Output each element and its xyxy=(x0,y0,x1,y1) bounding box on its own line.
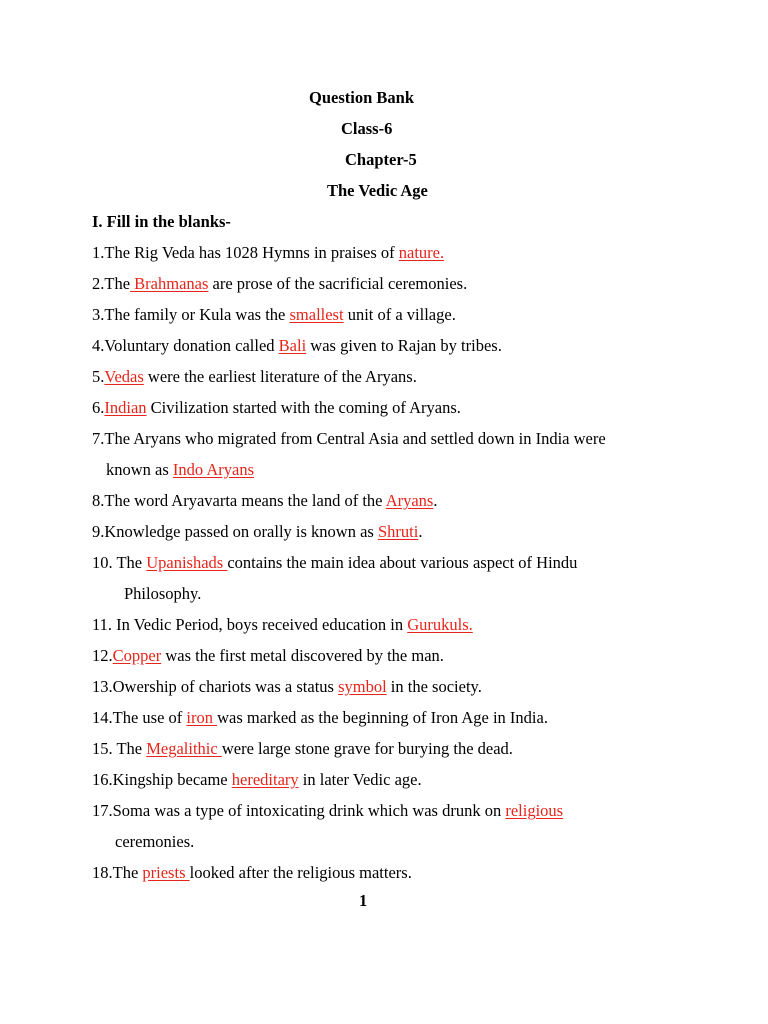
question-text: 5. xyxy=(92,367,105,386)
answer-blank: Bali xyxy=(278,336,307,355)
question-item xyxy=(92,615,473,635)
question-text: 2.The xyxy=(92,274,131,293)
question-item xyxy=(92,646,444,666)
question-text: was given to Rajan by tribes. xyxy=(306,336,502,355)
question-item xyxy=(92,770,422,790)
question-item xyxy=(92,801,563,821)
question-text: looked after the religious matters. xyxy=(189,863,412,882)
question-text: 11. In Vedic Period, boys received education in xyxy=(92,615,408,634)
question-text: 1.The Rig Veda has 1028 Hymns in praises of xyxy=(92,243,399,262)
question-item xyxy=(92,336,502,356)
question-text: 8.The word Aryavarta means the land of the xyxy=(92,491,386,510)
question-text: 14.The use of xyxy=(92,708,187,727)
question-item xyxy=(92,429,606,449)
question-text: 4.Voluntary donation called xyxy=(92,336,279,355)
question-text: was marked as the beginning of Iron Age in India. xyxy=(217,708,548,727)
question-text: in later Vedic age. xyxy=(298,770,422,789)
question-text: 9.Knowledge passed on orally is known as xyxy=(92,522,378,541)
question-text: 10. The xyxy=(92,553,147,572)
question-continuation xyxy=(124,584,201,604)
answer-blank: Aryans xyxy=(385,491,434,510)
question-text: 17.Soma was a type of intoxicating drink which was drunk on xyxy=(92,801,506,820)
question-text: unit of a village. xyxy=(343,305,456,324)
doc-title: Question Bank xyxy=(309,88,414,107)
question-item xyxy=(92,739,513,759)
section-title: I. Fill in the blanks- xyxy=(92,212,231,231)
question-text: 13.Owership of chariots was a status xyxy=(92,677,339,696)
answer-blank: Indo Aryans xyxy=(172,460,255,479)
question-item xyxy=(92,522,422,542)
answer-blank: Gurukuls. xyxy=(407,615,473,634)
answer-blank: hereditary xyxy=(231,770,299,789)
question-item xyxy=(92,677,482,697)
question-item xyxy=(92,367,417,387)
question-text: . xyxy=(418,522,423,541)
question-item xyxy=(92,274,467,294)
question-text: 18.The xyxy=(92,863,143,882)
class-label: Class-6 xyxy=(341,119,393,138)
page-number: 1 xyxy=(359,891,368,910)
question-text: Philosophy. xyxy=(124,584,202,603)
chapter-label: Chapter-5 xyxy=(345,150,417,169)
answer-blank: Shruti xyxy=(377,522,419,541)
question-item xyxy=(92,305,456,325)
question-text: ceremonies. xyxy=(115,832,195,851)
question-text: in the society. xyxy=(386,677,482,696)
answer-blank: Indian xyxy=(104,398,147,417)
question-item xyxy=(92,491,437,511)
answer-blank: religious xyxy=(505,801,564,820)
answer-blank: iron xyxy=(186,708,218,727)
answer-blank: priests xyxy=(142,863,190,882)
question-text: 6. xyxy=(92,398,105,417)
answer-blank: Brahmanas xyxy=(130,274,209,293)
question-continuation xyxy=(106,460,254,480)
answer-blank: Upanishads xyxy=(146,553,228,572)
question-text: 16.Kingship became xyxy=(92,770,232,789)
question-text: . xyxy=(433,491,438,510)
question-text: 3.The family or Kula was the xyxy=(92,305,290,324)
question-item xyxy=(92,863,412,883)
chapter-topic: The Vedic Age xyxy=(327,181,428,200)
answer-blank: Megalithic xyxy=(146,739,222,758)
question-text: 7.The Aryans who migrated from Central Asia and settled down in India were xyxy=(92,429,606,448)
question-text: 12. xyxy=(92,646,113,665)
question-text: Civilization started with the coming of Aryans. xyxy=(146,398,461,417)
question-text: were the earliest literature of the Aryans. xyxy=(143,367,417,386)
question-item xyxy=(92,708,548,728)
question-item xyxy=(92,243,444,263)
answer-blank: Copper xyxy=(112,646,162,665)
question-text: 15. The xyxy=(92,739,147,758)
answer-blank: smallest xyxy=(289,305,344,324)
question-text: known as xyxy=(106,460,173,479)
question-continuation xyxy=(115,832,194,852)
question-text: contains the main idea about various aspect of Hindu xyxy=(227,553,578,572)
question-item xyxy=(92,398,461,418)
question-text: was the first metal discovered by the man. xyxy=(161,646,444,665)
question-text: were large stone grave for burying the dead. xyxy=(221,739,513,758)
question-text: are prose of the sacrificial ceremonies. xyxy=(208,274,468,293)
answer-blank: nature. xyxy=(398,243,445,262)
question-item xyxy=(92,553,577,573)
answer-blank: symbol xyxy=(338,677,387,696)
answer-blank: Vedas xyxy=(104,367,144,386)
